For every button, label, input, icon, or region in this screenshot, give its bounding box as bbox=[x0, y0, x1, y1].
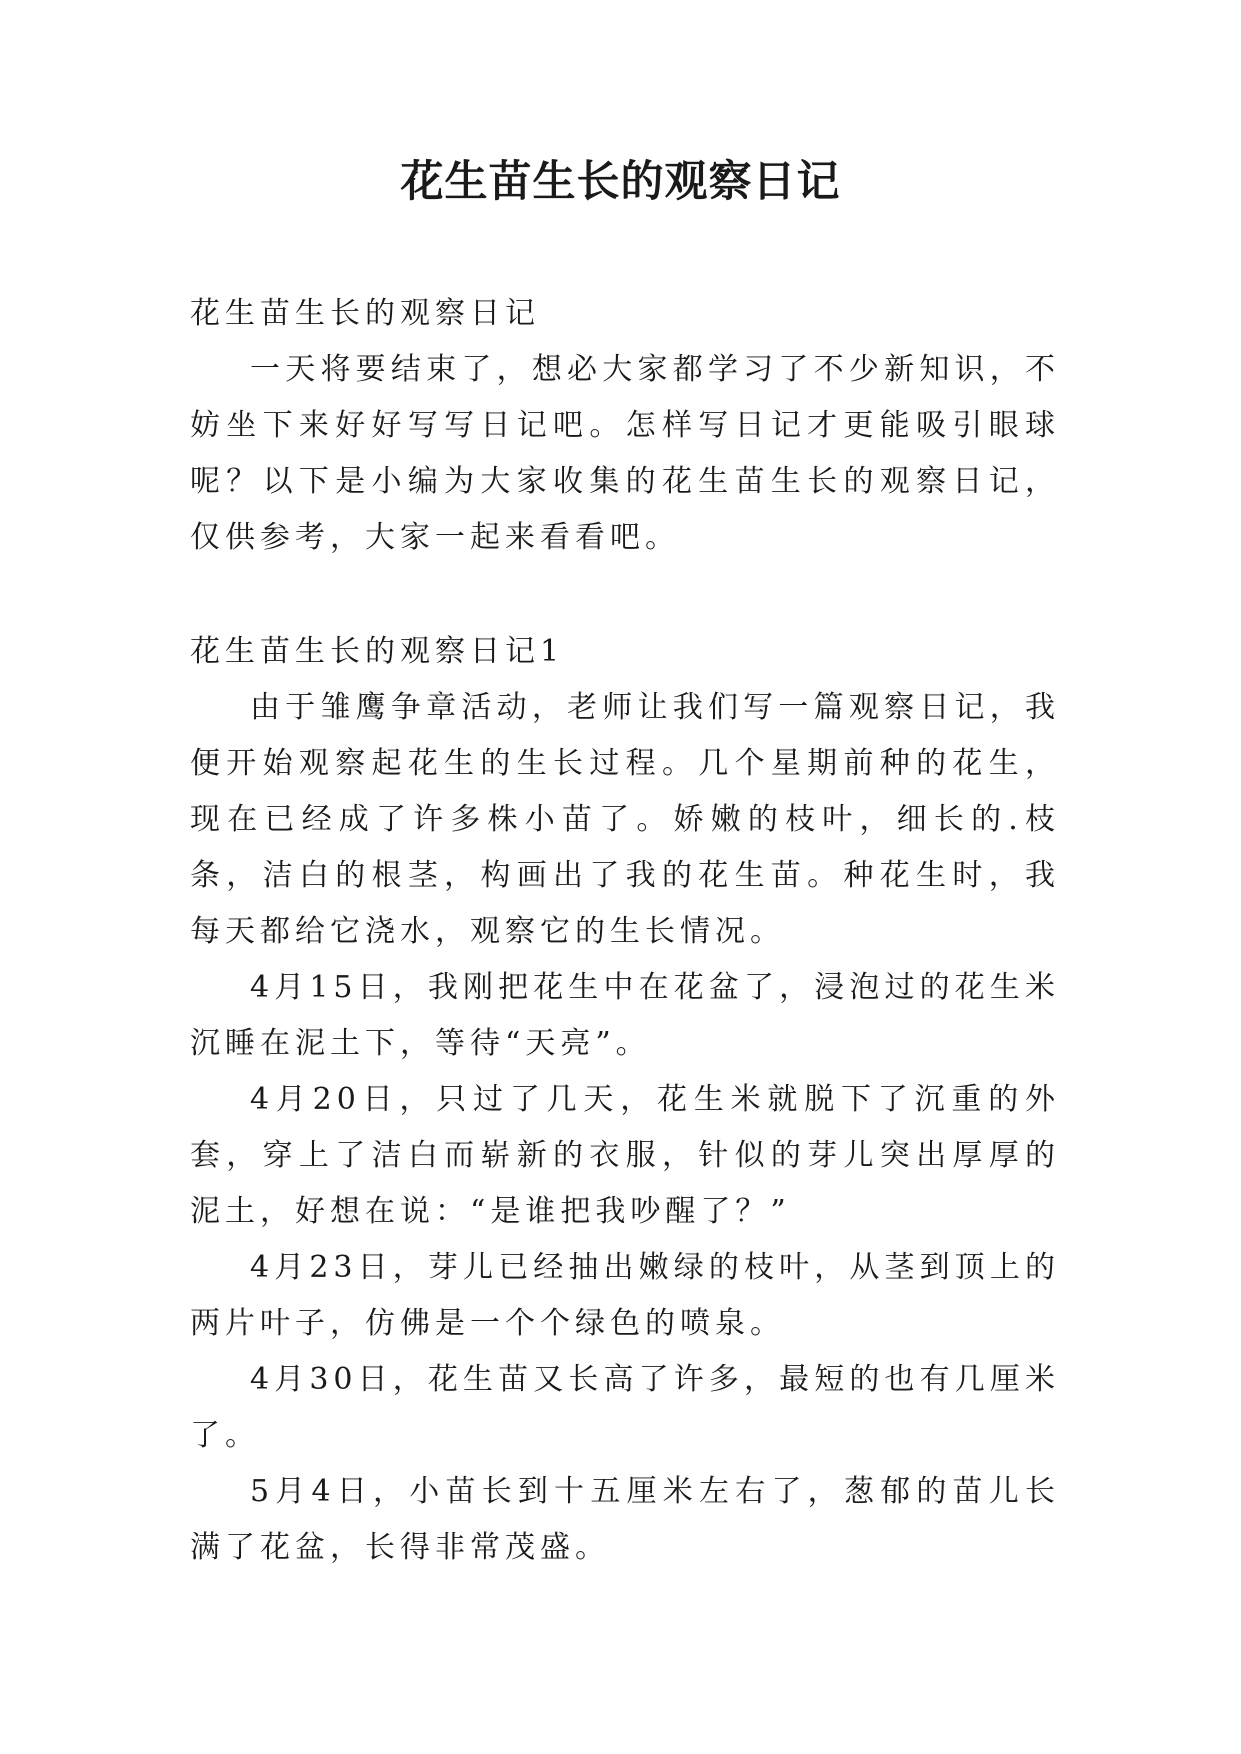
intro-paragraph: 一天将要结束了，想必大家都学习了不少新知识，不妨坐下来好好写写日记吧。怎样写日记才更能吸引眼球呢？以下是小编为大家收集的花生苗生长的观察日记，仅供参考，大家一起来看看吧。 bbox=[190, 352, 1060, 555]
diary-paragraph: 4月23日，芽儿已经抽出嫩绿的枝叶，从茎到顶上的两片叶子，仿佛是一个个绿色的喷泉。 bbox=[190, 1250, 1060, 1341]
diary-paragraph: 由于雏鹰争章活动，老师让我们写一篇观察日记，我便开始观察起花生的生长过程。几个星期前种的花生，现在已经成了许多株小苗了。娇嫩的枝叶，细长的.枝条，洁白的根茎，构画出了我的花生苗。种花生时，我每天都给它浇水，观察它的生长情况。 bbox=[190, 690, 1060, 949]
section-spacer bbox=[190, 566, 1060, 624]
section-1-heading: 花生苗生长的观察日记1 bbox=[190, 634, 565, 669]
diary-paragraph: 5月4日，小苗长到十五厘米左右了，葱郁的苗儿长满了花盆，长得非常茂盛。 bbox=[190, 1474, 1060, 1565]
document-title: 花生苗生长的观察日记 bbox=[400, 157, 841, 207]
diary-paragraph: 4月20日，只过了几天，花生米就脱下了沉重的外套，穿上了洁白而崭新的衣服，针似的芽儿突出厚厚的泥土，好想在说：“是谁把我吵醒了？” bbox=[190, 1082, 1060, 1229]
intro-heading: 花生苗生长的观察日记 bbox=[190, 296, 540, 331]
document-body bbox=[190, 286, 1060, 1576]
diary-paragraph: 4月30日，花生苗又长高了许多，最短的也有几厘米了。 bbox=[190, 1362, 1060, 1453]
diary-paragraph: 4月15日，我刚把花生中在花盆了，浸泡过的花生米沉睡在泥土下，等待“天亮”。 bbox=[190, 970, 1060, 1061]
